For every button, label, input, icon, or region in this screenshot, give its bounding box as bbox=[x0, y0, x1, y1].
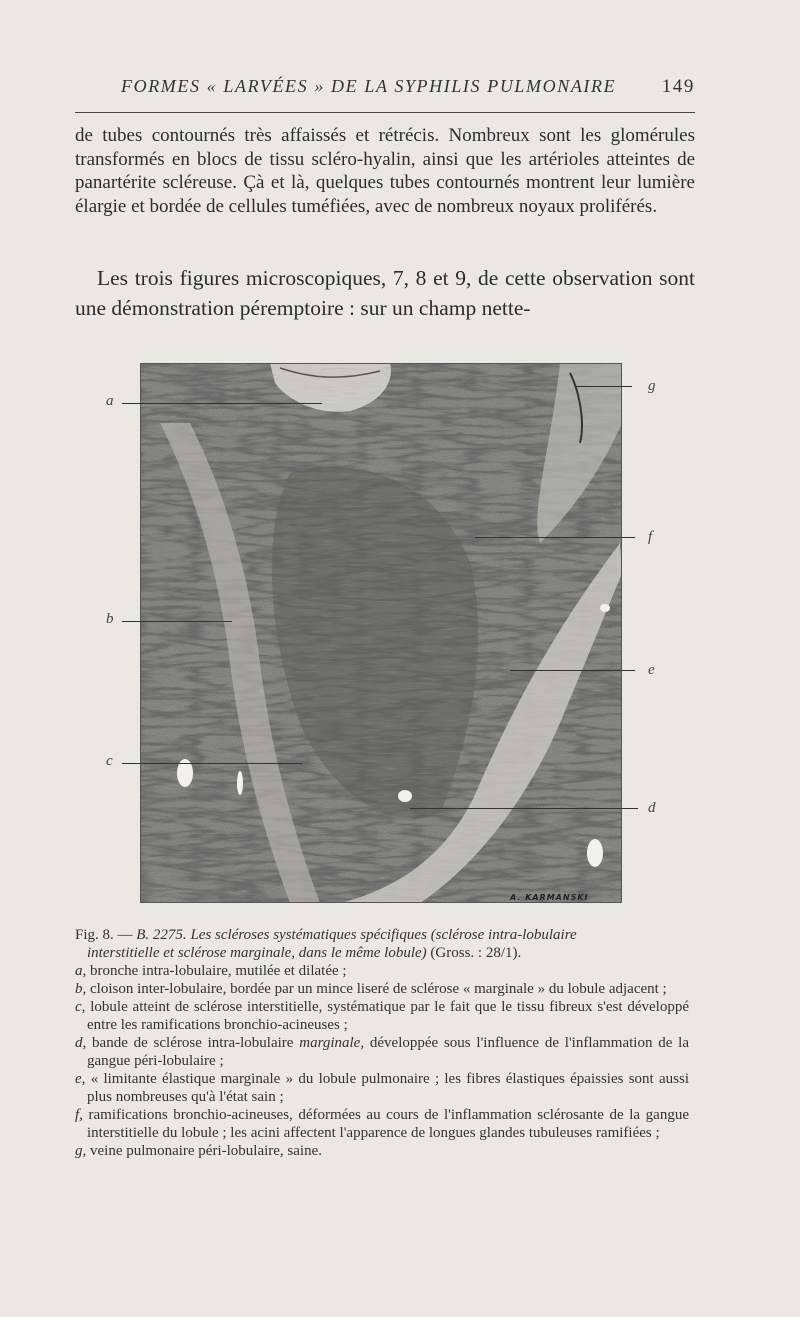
caption-title-paren: (sclérose intra-lobulaire bbox=[430, 927, 577, 943]
legend-letter: d, bbox=[75, 1035, 87, 1051]
legend-text: « limitante élastique marginale » du lobule pulmonaire ; les fibres élastiques épaissies sont aussi plus nombreuses qu'à l'état sain ; bbox=[87, 1071, 689, 1105]
legend-text: bronche intra-lobulaire, mutilée et dilatée ; bbox=[90, 963, 347, 979]
caption-magnification: (Gross. : 28/1). bbox=[430, 945, 522, 961]
figure-label-d: d bbox=[648, 800, 656, 816]
legend-text-italic: marginale, bbox=[299, 1035, 365, 1051]
legend-item-a bbox=[75, 962, 689, 980]
leader-line-f bbox=[475, 537, 635, 538]
legend-item-b bbox=[75, 980, 689, 998]
legend-text: bande de sclérose intra-lobulaire bbox=[92, 1035, 294, 1051]
leader-line-b bbox=[122, 621, 232, 622]
caption-heading bbox=[75, 926, 689, 962]
legend-text: ramifications bronchio-acineuses, déformées au cours de l'inflammation sclérosante de la gangue interstitielle du lobule ; les acini affectent l'apparence de longues glandes tubuleuses ramifiées ; bbox=[87, 1107, 689, 1141]
page-number: 149 bbox=[661, 76, 695, 97]
leader-line-d bbox=[410, 808, 638, 809]
artist-signature: A. KARMANSKI bbox=[510, 893, 589, 902]
figure-label-c: c bbox=[106, 753, 113, 769]
legend-item-c bbox=[75, 998, 689, 1034]
caption-title-line2 bbox=[75, 944, 689, 962]
body-paragraph-1: de tubes contournés très affaissés et rétrécis. Nombreux sont les glomérules transformés en blocs de tissu scléro-hyalin, ainsi que les artérioles atteintes de panartérite scléreuse. Çà et là, quelques tubes contournés montrent leur lumière élargie et bordée de cellules tuméfiées, avec de nombreux noyaux proliférés. bbox=[75, 125, 695, 217]
header-rule bbox=[75, 112, 695, 113]
caption-legend bbox=[75, 962, 689, 1160]
running-head-title: FORMES « LARVÉES » DE LA SYPHILIS PULMONAIRE bbox=[121, 76, 617, 96]
legend-text: veine pulmonaire péri-lobulaire, saine. bbox=[90, 1143, 322, 1159]
caption-title-line2-text: interstitielle et sclérose marginale, dans le même lobule) bbox=[87, 945, 427, 961]
legend-item-f bbox=[75, 1106, 689, 1142]
micrograph-figure bbox=[140, 363, 622, 903]
figure-label-a: a bbox=[106, 393, 114, 409]
figure-label-f: f bbox=[648, 529, 653, 545]
legend-letter: g, bbox=[75, 1143, 87, 1159]
legend-letter: a, bbox=[75, 963, 87, 979]
legend-text: lobule atteint de sclérose interstitielle, systématique par le fait que le tissu fibreux s'est développé entre les ramifications bronchio-acineuses ; bbox=[87, 999, 690, 1033]
caption-title: Les scléroses systématiques spécifiques bbox=[190, 927, 427, 943]
legend-text: cloison inter-lobulaire, bordée par un mince liseré de sclérose « marginale » du lobule adjacent ; bbox=[90, 981, 667, 997]
legend-letter: e, bbox=[75, 1071, 86, 1087]
figure-label-b: b bbox=[106, 611, 114, 627]
legend-letter: c, bbox=[75, 999, 86, 1015]
legend-letter: b, bbox=[75, 981, 87, 997]
figure-caption bbox=[75, 926, 689, 1160]
legend-item-d bbox=[75, 1034, 689, 1070]
caption-fig-number: Fig. 8. — bbox=[75, 927, 133, 943]
leader-line-a bbox=[122, 403, 322, 404]
micrograph-image bbox=[140, 363, 622, 903]
legend-letter: f, bbox=[75, 1107, 83, 1123]
leader-line-g bbox=[575, 386, 632, 387]
legend-item-e bbox=[75, 1070, 689, 1106]
leader-line-e bbox=[510, 670, 635, 671]
figure-label-g: g bbox=[648, 378, 656, 394]
caption-specimen: B. 2275. bbox=[136, 927, 187, 943]
legend-text-after: développée sous l'influence de l'inflammation de la gangue péri-lobulaire ; bbox=[87, 1035, 690, 1069]
figure-label-e: e bbox=[648, 662, 655, 678]
leader-line-c bbox=[122, 763, 302, 764]
legend-item-g bbox=[75, 1142, 689, 1160]
body-paragraph-2: Les trois figures microscopiques, 7, 8 et 9, de cette observation sont une démonstration péremptoire : sur un champ nette- bbox=[75, 266, 695, 320]
